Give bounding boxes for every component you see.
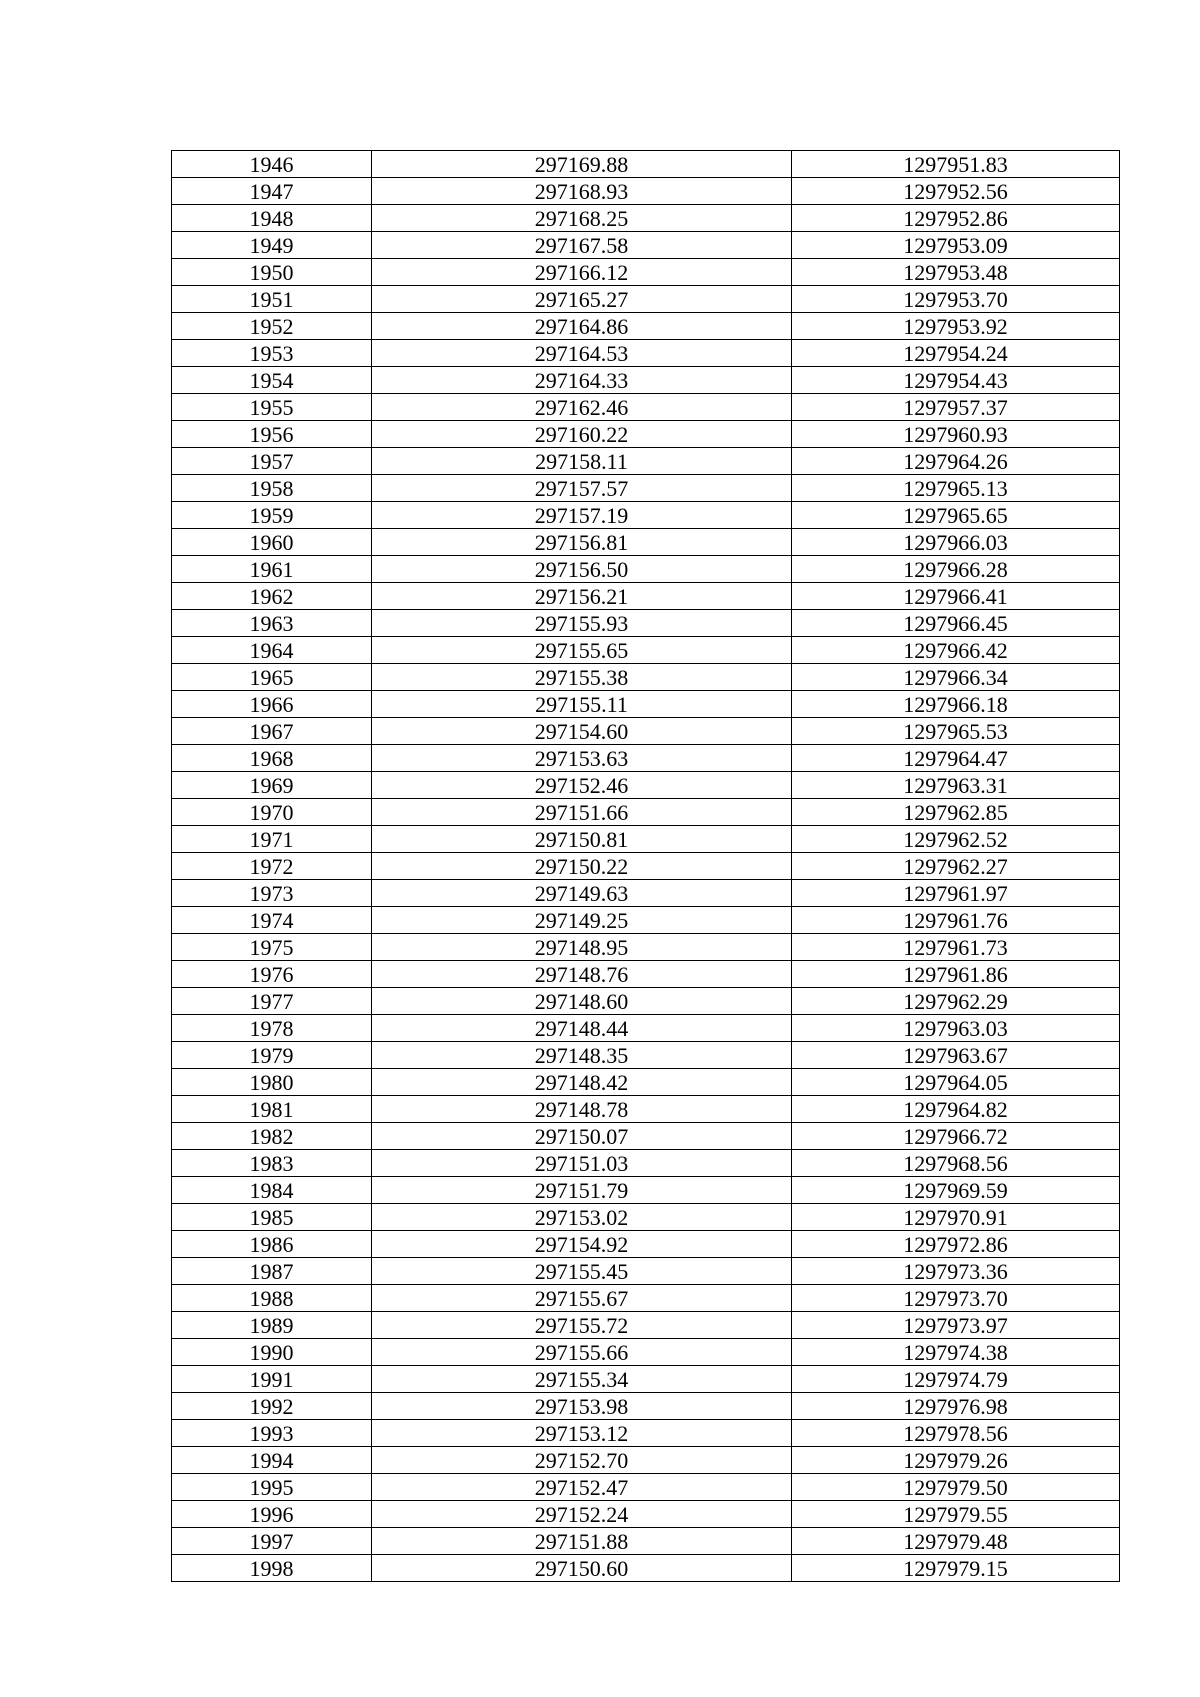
x-coordinate-cell: 297153.12 bbox=[372, 1420, 792, 1447]
table-row bbox=[172, 259, 1120, 286]
y-coordinate-cell: 1297954.24 bbox=[792, 340, 1120, 367]
x-coordinate-cell: 297150.60 bbox=[372, 1555, 792, 1582]
x-coordinate-cell: 297148.95 bbox=[372, 934, 792, 961]
point-number-cell: 1955 bbox=[172, 394, 372, 421]
table-row bbox=[172, 772, 1120, 799]
point-number-cell: 1997 bbox=[172, 1528, 372, 1555]
y-coordinate-cell: 1297965.53 bbox=[792, 718, 1120, 745]
x-coordinate-cell: 297164.86 bbox=[372, 313, 792, 340]
y-coordinate-cell: 1297974.79 bbox=[792, 1366, 1120, 1393]
point-number-cell: 1960 bbox=[172, 529, 372, 556]
point-number-cell: 1972 bbox=[172, 853, 372, 880]
point-number-cell: 1952 bbox=[172, 313, 372, 340]
point-number-cell: 1971 bbox=[172, 826, 372, 853]
y-coordinate-cell: 1297963.03 bbox=[792, 1015, 1120, 1042]
y-coordinate-cell: 1297966.18 bbox=[792, 691, 1120, 718]
y-coordinate-cell: 1297960.93 bbox=[792, 421, 1120, 448]
table-row bbox=[172, 1366, 1120, 1393]
table-row bbox=[172, 1204, 1120, 1231]
table-row bbox=[172, 448, 1120, 475]
table-row bbox=[172, 1258, 1120, 1285]
y-coordinate-cell: 1297953.70 bbox=[792, 286, 1120, 313]
x-coordinate-cell: 297153.02 bbox=[372, 1204, 792, 1231]
table-row bbox=[172, 745, 1120, 772]
table-row bbox=[172, 1555, 1120, 1582]
table-row bbox=[172, 340, 1120, 367]
point-number-cell: 1957 bbox=[172, 448, 372, 475]
table-row bbox=[172, 1150, 1120, 1177]
point-number-cell: 1973 bbox=[172, 880, 372, 907]
table-row bbox=[172, 556, 1120, 583]
x-coordinate-cell: 297165.27 bbox=[372, 286, 792, 313]
y-coordinate-cell: 1297962.85 bbox=[792, 799, 1120, 826]
x-coordinate-cell: 297148.44 bbox=[372, 1015, 792, 1042]
table-row bbox=[172, 1339, 1120, 1366]
point-number-cell: 1975 bbox=[172, 934, 372, 961]
point-number-cell: 1978 bbox=[172, 1015, 372, 1042]
point-number-cell: 1953 bbox=[172, 340, 372, 367]
y-coordinate-cell: 1297974.38 bbox=[792, 1339, 1120, 1366]
x-coordinate-cell: 297149.25 bbox=[372, 907, 792, 934]
x-coordinate-cell: 297153.98 bbox=[372, 1393, 792, 1420]
point-number-cell: 1992 bbox=[172, 1393, 372, 1420]
point-number-cell: 1956 bbox=[172, 421, 372, 448]
point-number-cell: 1946 bbox=[172, 151, 372, 178]
point-number-cell: 1959 bbox=[172, 502, 372, 529]
table-row bbox=[172, 313, 1120, 340]
table-row bbox=[172, 1474, 1120, 1501]
point-number-cell: 1986 bbox=[172, 1231, 372, 1258]
y-coordinate-cell: 1297966.42 bbox=[792, 637, 1120, 664]
x-coordinate-cell: 297151.79 bbox=[372, 1177, 792, 1204]
table-row bbox=[172, 394, 1120, 421]
table-row bbox=[172, 1231, 1120, 1258]
y-coordinate-cell: 1297961.76 bbox=[792, 907, 1120, 934]
y-coordinate-cell: 1297966.72 bbox=[792, 1123, 1120, 1150]
y-coordinate-cell: 1297966.28 bbox=[792, 556, 1120, 583]
table-row bbox=[172, 637, 1120, 664]
y-coordinate-cell: 1297963.31 bbox=[792, 772, 1120, 799]
point-number-cell: 1984 bbox=[172, 1177, 372, 1204]
table-row bbox=[172, 988, 1120, 1015]
table-row bbox=[172, 961, 1120, 988]
y-coordinate-cell: 1297966.03 bbox=[792, 529, 1120, 556]
y-coordinate-cell: 1297962.29 bbox=[792, 988, 1120, 1015]
table-row bbox=[172, 691, 1120, 718]
table-row bbox=[172, 178, 1120, 205]
x-coordinate-cell: 297151.66 bbox=[372, 799, 792, 826]
point-number-cell: 1979 bbox=[172, 1042, 372, 1069]
y-coordinate-cell: 1297964.26 bbox=[792, 448, 1120, 475]
table-row bbox=[172, 421, 1120, 448]
y-coordinate-cell: 1297972.86 bbox=[792, 1231, 1120, 1258]
y-coordinate-cell: 1297961.73 bbox=[792, 934, 1120, 961]
y-coordinate-cell: 1297969.59 bbox=[792, 1177, 1120, 1204]
x-coordinate-cell: 297154.92 bbox=[372, 1231, 792, 1258]
point-number-cell: 1998 bbox=[172, 1555, 372, 1582]
y-coordinate-cell: 1297953.92 bbox=[792, 313, 1120, 340]
y-coordinate-cell: 1297953.48 bbox=[792, 259, 1120, 286]
point-number-cell: 1977 bbox=[172, 988, 372, 1015]
point-number-cell: 1948 bbox=[172, 205, 372, 232]
x-coordinate-cell: 297152.24 bbox=[372, 1501, 792, 1528]
table-row bbox=[172, 583, 1120, 610]
y-coordinate-cell: 1297965.13 bbox=[792, 475, 1120, 502]
x-coordinate-cell: 297150.81 bbox=[372, 826, 792, 853]
y-coordinate-cell: 1297954.43 bbox=[792, 367, 1120, 394]
point-number-cell: 1958 bbox=[172, 475, 372, 502]
point-number-cell: 1965 bbox=[172, 664, 372, 691]
y-coordinate-cell: 1297962.52 bbox=[792, 826, 1120, 853]
x-coordinate-cell: 297169.88 bbox=[372, 151, 792, 178]
y-coordinate-cell: 1297979.26 bbox=[792, 1447, 1120, 1474]
x-coordinate-cell: 297155.45 bbox=[372, 1258, 792, 1285]
y-coordinate-cell: 1297979.55 bbox=[792, 1501, 1120, 1528]
point-number-cell: 1963 bbox=[172, 610, 372, 637]
point-number-cell: 1954 bbox=[172, 367, 372, 394]
y-coordinate-cell: 1297957.37 bbox=[792, 394, 1120, 421]
x-coordinate-cell: 297148.76 bbox=[372, 961, 792, 988]
x-coordinate-cell: 297155.72 bbox=[372, 1312, 792, 1339]
y-coordinate-cell: 1297973.97 bbox=[792, 1312, 1120, 1339]
table-row bbox=[172, 475, 1120, 502]
x-coordinate-cell: 297155.67 bbox=[372, 1285, 792, 1312]
table-row bbox=[172, 205, 1120, 232]
y-coordinate-cell: 1297964.47 bbox=[792, 745, 1120, 772]
table-row bbox=[172, 1528, 1120, 1555]
point-number-cell: 1951 bbox=[172, 286, 372, 313]
table-row bbox=[172, 1312, 1120, 1339]
coordinate-table bbox=[171, 150, 1120, 1582]
table-row bbox=[172, 1042, 1120, 1069]
table-row bbox=[172, 718, 1120, 745]
y-coordinate-cell: 1297973.36 bbox=[792, 1258, 1120, 1285]
x-coordinate-cell: 297155.65 bbox=[372, 637, 792, 664]
point-number-cell: 1991 bbox=[172, 1366, 372, 1393]
x-coordinate-cell: 297154.60 bbox=[372, 718, 792, 745]
point-number-cell: 1976 bbox=[172, 961, 372, 988]
table-row bbox=[172, 610, 1120, 637]
y-coordinate-cell: 1297953.09 bbox=[792, 232, 1120, 259]
y-coordinate-cell: 1297966.41 bbox=[792, 583, 1120, 610]
x-coordinate-cell: 297149.63 bbox=[372, 880, 792, 907]
point-number-cell: 1993 bbox=[172, 1420, 372, 1447]
table-row bbox=[172, 286, 1120, 313]
table-row bbox=[172, 1285, 1120, 1312]
x-coordinate-cell: 297168.93 bbox=[372, 178, 792, 205]
x-coordinate-cell: 297151.88 bbox=[372, 1528, 792, 1555]
coordinate-table-body bbox=[172, 151, 1120, 1582]
x-coordinate-cell: 297157.57 bbox=[372, 475, 792, 502]
point-number-cell: 1983 bbox=[172, 1150, 372, 1177]
y-coordinate-cell: 1297979.48 bbox=[792, 1528, 1120, 1555]
y-coordinate-cell: 1297979.50 bbox=[792, 1474, 1120, 1501]
table-row bbox=[172, 1420, 1120, 1447]
point-number-cell: 1968 bbox=[172, 745, 372, 772]
y-coordinate-cell: 1297966.34 bbox=[792, 664, 1120, 691]
y-coordinate-cell: 1297952.86 bbox=[792, 205, 1120, 232]
table-row bbox=[172, 907, 1120, 934]
x-coordinate-cell: 297160.22 bbox=[372, 421, 792, 448]
x-coordinate-cell: 297167.58 bbox=[372, 232, 792, 259]
point-number-cell: 1949 bbox=[172, 232, 372, 259]
x-coordinate-cell: 297148.78 bbox=[372, 1096, 792, 1123]
point-number-cell: 1996 bbox=[172, 1501, 372, 1528]
y-coordinate-cell: 1297951.83 bbox=[792, 151, 1120, 178]
table-row bbox=[172, 1501, 1120, 1528]
x-coordinate-cell: 297168.25 bbox=[372, 205, 792, 232]
point-number-cell: 1987 bbox=[172, 1258, 372, 1285]
y-coordinate-cell: 1297965.65 bbox=[792, 502, 1120, 529]
point-number-cell: 1961 bbox=[172, 556, 372, 583]
table-row bbox=[172, 880, 1120, 907]
table-row bbox=[172, 1096, 1120, 1123]
y-coordinate-cell: 1297961.97 bbox=[792, 880, 1120, 907]
y-coordinate-cell: 1297964.82 bbox=[792, 1096, 1120, 1123]
table-row bbox=[172, 151, 1120, 178]
y-coordinate-cell: 1297973.70 bbox=[792, 1285, 1120, 1312]
y-coordinate-cell: 1297963.67 bbox=[792, 1042, 1120, 1069]
table-row bbox=[172, 1393, 1120, 1420]
x-coordinate-cell: 297156.81 bbox=[372, 529, 792, 556]
point-number-cell: 1980 bbox=[172, 1069, 372, 1096]
table-row bbox=[172, 529, 1120, 556]
y-coordinate-cell: 1297966.45 bbox=[792, 610, 1120, 637]
x-coordinate-cell: 297152.46 bbox=[372, 772, 792, 799]
point-number-cell: 1970 bbox=[172, 799, 372, 826]
point-number-cell: 1995 bbox=[172, 1474, 372, 1501]
table-row bbox=[172, 367, 1120, 394]
x-coordinate-cell: 297162.46 bbox=[372, 394, 792, 421]
x-coordinate-cell: 297150.07 bbox=[372, 1123, 792, 1150]
table-row bbox=[172, 232, 1120, 259]
y-coordinate-cell: 1297962.27 bbox=[792, 853, 1120, 880]
y-coordinate-cell: 1297961.86 bbox=[792, 961, 1120, 988]
y-coordinate-cell: 1297970.91 bbox=[792, 1204, 1120, 1231]
point-number-cell: 1962 bbox=[172, 583, 372, 610]
table-row bbox=[172, 664, 1120, 691]
point-number-cell: 1974 bbox=[172, 907, 372, 934]
x-coordinate-cell: 297158.11 bbox=[372, 448, 792, 475]
point-number-cell: 1994 bbox=[172, 1447, 372, 1474]
x-coordinate-cell: 297152.70 bbox=[372, 1447, 792, 1474]
x-coordinate-cell: 297151.03 bbox=[372, 1150, 792, 1177]
x-coordinate-cell: 297155.93 bbox=[372, 610, 792, 637]
y-coordinate-cell: 1297976.98 bbox=[792, 1393, 1120, 1420]
x-coordinate-cell: 297155.38 bbox=[372, 664, 792, 691]
x-coordinate-cell: 297152.47 bbox=[372, 1474, 792, 1501]
x-coordinate-cell: 297166.12 bbox=[372, 259, 792, 286]
x-coordinate-cell: 297148.60 bbox=[372, 988, 792, 1015]
x-coordinate-cell: 297155.66 bbox=[372, 1339, 792, 1366]
table-row bbox=[172, 826, 1120, 853]
table-row bbox=[172, 1177, 1120, 1204]
x-coordinate-cell: 297153.63 bbox=[372, 745, 792, 772]
point-number-cell: 1988 bbox=[172, 1285, 372, 1312]
point-number-cell: 1947 bbox=[172, 178, 372, 205]
point-number-cell: 1967 bbox=[172, 718, 372, 745]
y-coordinate-cell: 1297964.05 bbox=[792, 1069, 1120, 1096]
table-row bbox=[172, 799, 1120, 826]
table-row bbox=[172, 934, 1120, 961]
point-number-cell: 1985 bbox=[172, 1204, 372, 1231]
table-row bbox=[172, 1069, 1120, 1096]
x-coordinate-cell: 297157.19 bbox=[372, 502, 792, 529]
y-coordinate-cell: 1297952.56 bbox=[792, 178, 1120, 205]
table-row bbox=[172, 1447, 1120, 1474]
point-number-cell: 1990 bbox=[172, 1339, 372, 1366]
x-coordinate-cell: 297156.21 bbox=[372, 583, 792, 610]
x-coordinate-cell: 297155.34 bbox=[372, 1366, 792, 1393]
x-coordinate-cell: 297150.22 bbox=[372, 853, 792, 880]
x-coordinate-cell: 297155.11 bbox=[372, 691, 792, 718]
x-coordinate-cell: 297156.50 bbox=[372, 556, 792, 583]
y-coordinate-cell: 1297978.56 bbox=[792, 1420, 1120, 1447]
table-row bbox=[172, 1123, 1120, 1150]
y-coordinate-cell: 1297979.15 bbox=[792, 1555, 1120, 1582]
table-row bbox=[172, 853, 1120, 880]
point-number-cell: 1950 bbox=[172, 259, 372, 286]
table-row bbox=[172, 1015, 1120, 1042]
point-number-cell: 1964 bbox=[172, 637, 372, 664]
point-number-cell: 1966 bbox=[172, 691, 372, 718]
point-number-cell: 1981 bbox=[172, 1096, 372, 1123]
x-coordinate-cell: 297164.33 bbox=[372, 367, 792, 394]
y-coordinate-cell: 1297968.56 bbox=[792, 1150, 1120, 1177]
table-row bbox=[172, 502, 1120, 529]
x-coordinate-cell: 297164.53 bbox=[372, 340, 792, 367]
point-number-cell: 1989 bbox=[172, 1312, 372, 1339]
point-number-cell: 1982 bbox=[172, 1123, 372, 1150]
x-coordinate-cell: 297148.35 bbox=[372, 1042, 792, 1069]
x-coordinate-cell: 297148.42 bbox=[372, 1069, 792, 1096]
point-number-cell: 1969 bbox=[172, 772, 372, 799]
